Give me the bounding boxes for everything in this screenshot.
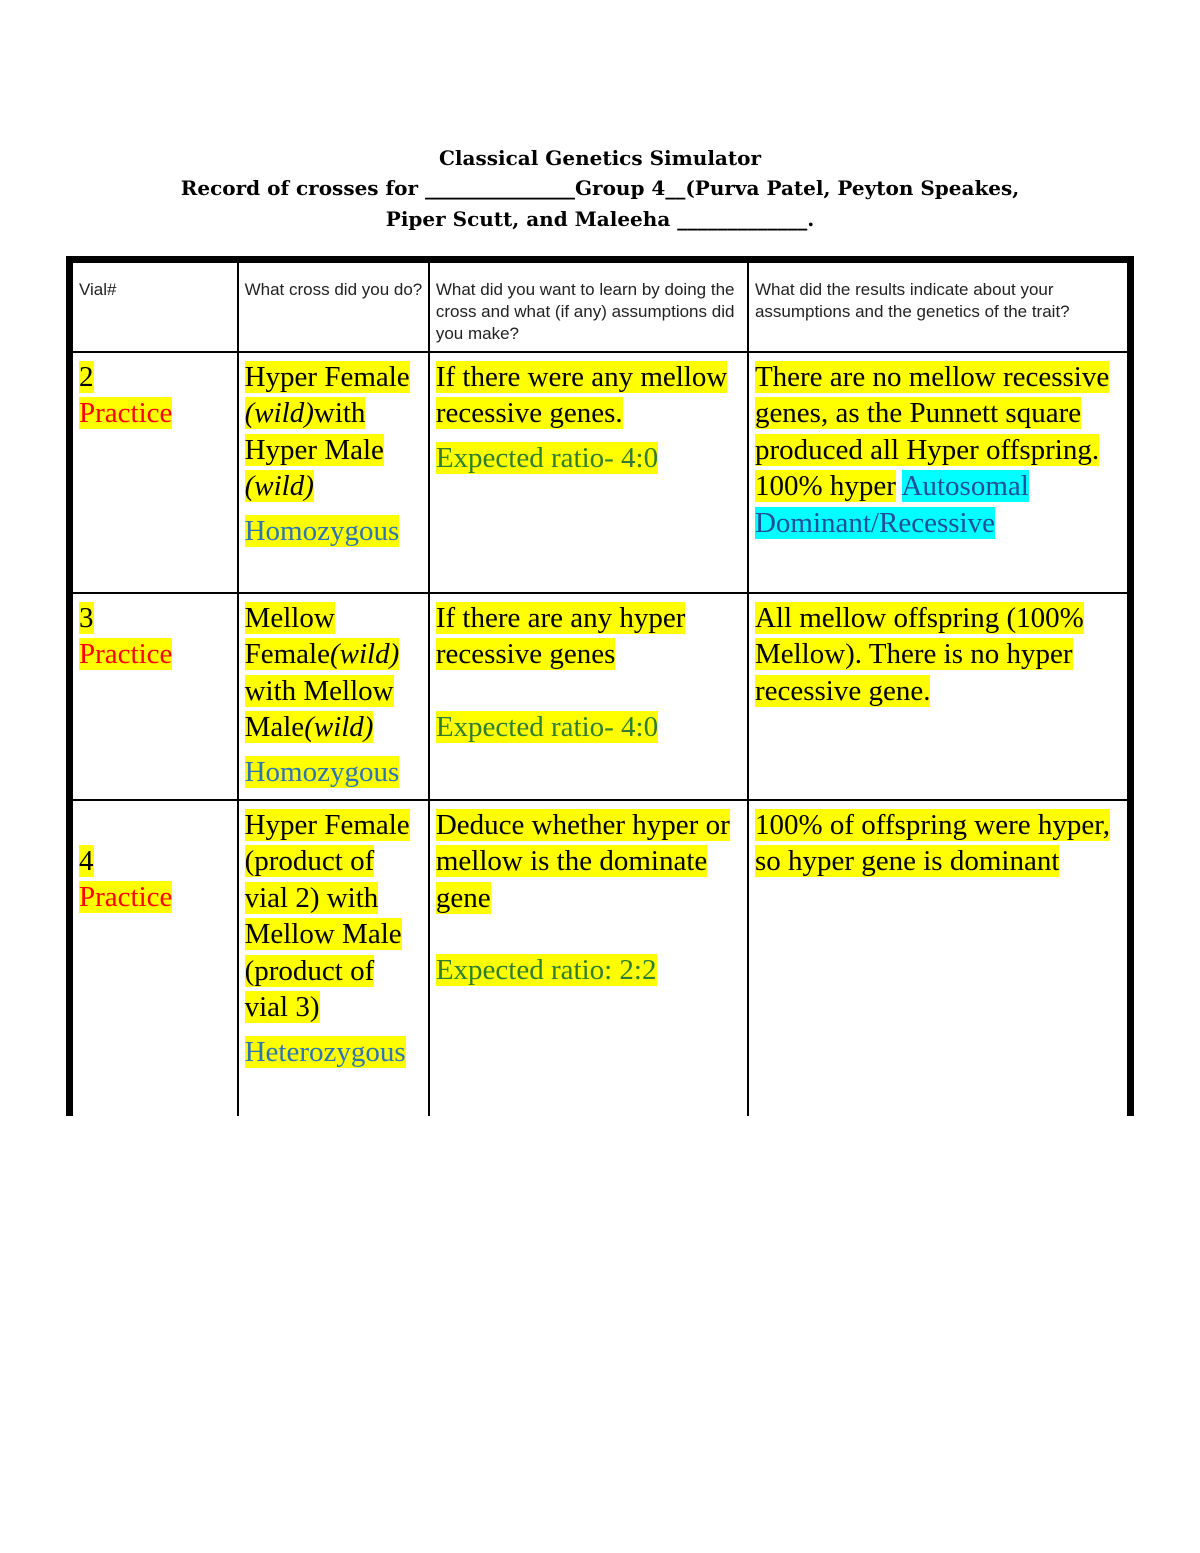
zygosity: Heterozygous: [244, 1035, 406, 1068]
vial-number: 4: [79, 844, 94, 877]
results-cell: [748, 352, 1131, 593]
cross-text: Hyper Female (product of vial 2) with Mellow Male (product of vial 3): [244, 808, 410, 1023]
vial-number: 2: [79, 360, 94, 393]
header-learn: What did you want to learn by doing the cross and what (if any) assumptions did you make?: [429, 260, 748, 352]
cross-cell: [238, 352, 429, 593]
cross-cell: [238, 593, 429, 800]
header-results: What did the results indicate about your assumptions and the genetics of the trait?: [748, 260, 1131, 352]
learn-cell: [429, 593, 748, 800]
cross-cell: [238, 800, 429, 1116]
learn-text: If there are any hyper recessive genes: [435, 601, 686, 670]
expected-ratio: Expected ratio: 2:2: [435, 954, 657, 986]
table-row: [70, 800, 1131, 1116]
header-vial: Vial#: [70, 260, 238, 352]
results-text: There are no mellow recessive genes, as the Punnett square produced all Hyper offspring. 100% hyper: [754, 360, 1110, 502]
document-title: Classical Genetics Simulator: [438, 146, 761, 170]
zygosity: Homozygous: [244, 755, 400, 788]
vial-cell: [70, 352, 238, 593]
vial-cell: [70, 800, 238, 1116]
cross-text: Hyper Female (wild)with Hyper Male (wild): [244, 360, 410, 502]
zygosity: Homozygous: [244, 514, 400, 547]
crosses-table: [66, 256, 1134, 1116]
results-cell: [748, 800, 1131, 1116]
table-row: [70, 593, 1131, 800]
vial-label: Practice: [79, 638, 173, 670]
vial-label: Practice: [79, 881, 173, 913]
cross-text: Mellow Female(wild) with Mellow Male(wild): [244, 601, 400, 743]
record-line-names: Piper Scutt, and Maleeha _____________.: [385, 207, 815, 231]
learn-cell: [429, 800, 748, 1116]
inheritance-pattern: Autosomal Dominant/Recessive: [754, 470, 1029, 539]
learn-text: If there were any mellow recessive genes.: [435, 360, 728, 429]
expected-ratio: Expected ratio- 4:0: [435, 710, 659, 743]
vial-label: Practice: [79, 397, 173, 429]
vial-cell: [70, 593, 238, 800]
table-header-row: [70, 260, 1131, 352]
results-text: 100% of offspring were hyper, so hyper gene is dominant: [754, 808, 1111, 877]
learn-cell: [429, 352, 748, 593]
learn-text: Deduce whether hyper or mellow is the dominate gene: [435, 808, 730, 914]
results-text: All mellow offspring (100% Mellow). There is no hyper recessive gene.: [754, 601, 1084, 707]
header-cross: What cross did you do?: [238, 260, 429, 352]
expected-ratio: Expected ratio- 4:0: [435, 441, 659, 474]
results-cell: [748, 593, 1131, 800]
vial-number: 3: [79, 601, 94, 634]
table-row: [70, 352, 1131, 593]
record-line: Record of crosses for _______________Group 4__(Purva Patel, Peyton Speakes,: [180, 176, 1020, 200]
